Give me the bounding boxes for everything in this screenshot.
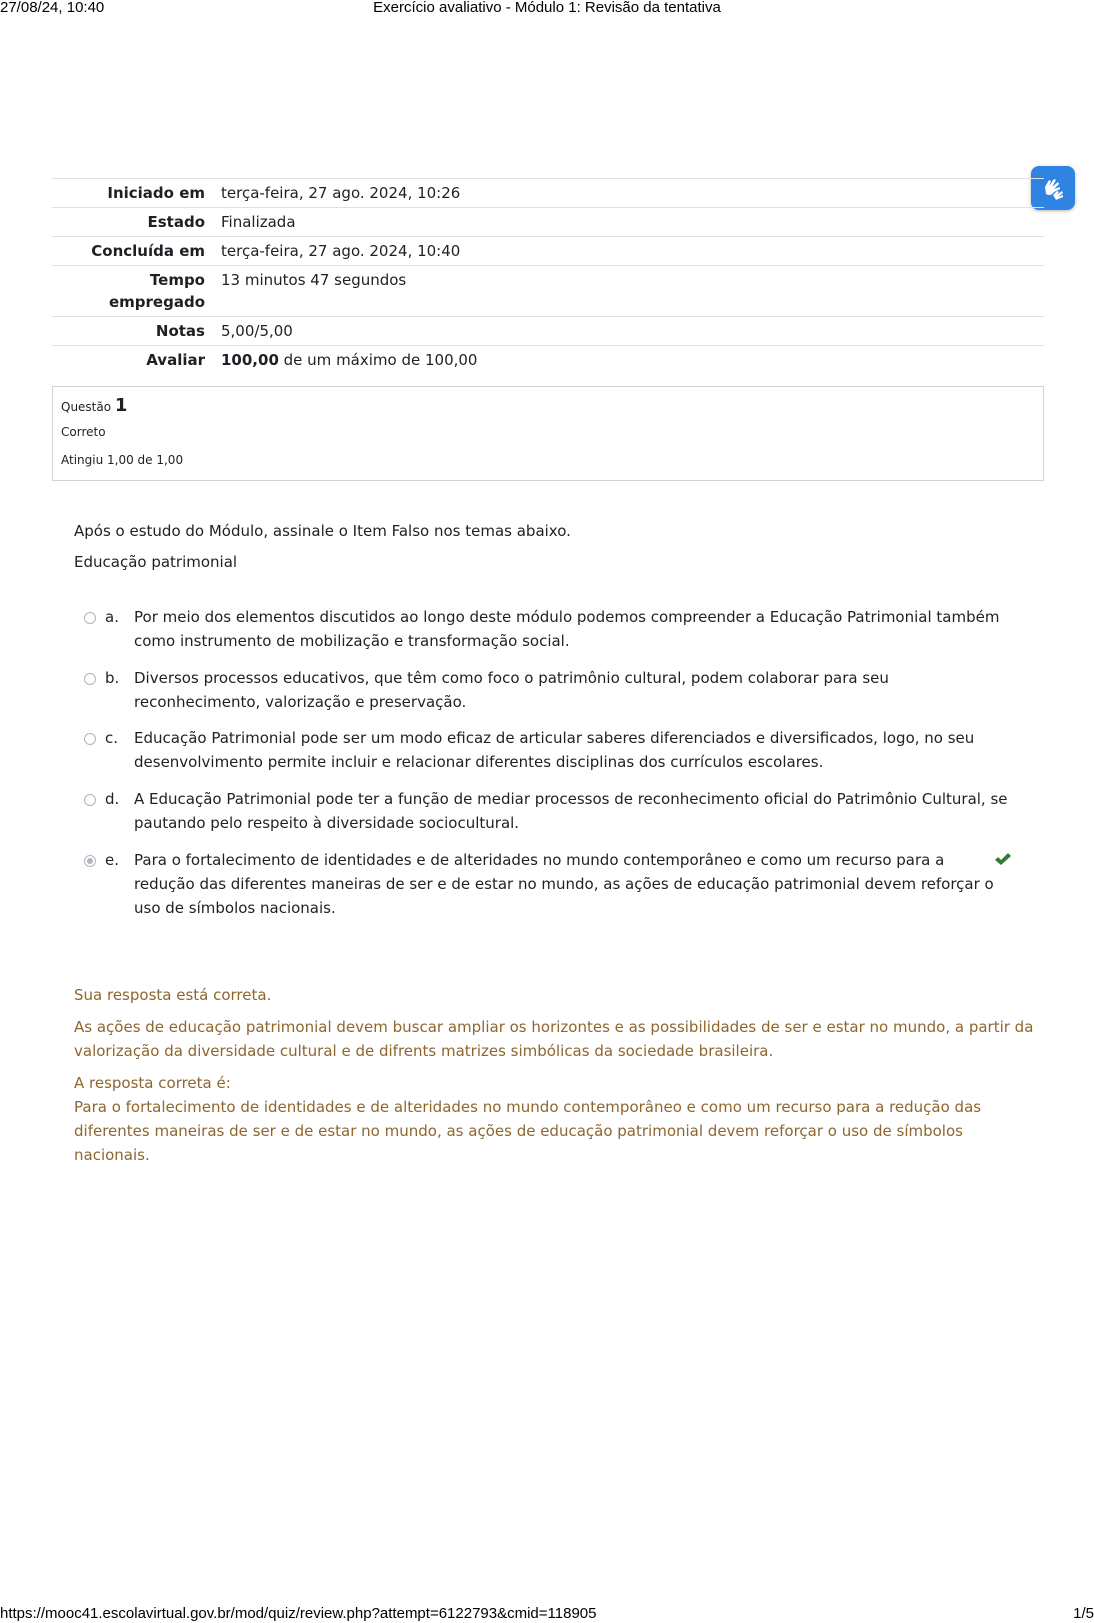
- print-url: https://mooc41.escolavirtual.gov.br/mod/quiz/review.php?attempt=6122793&cmid=118905: [0, 1605, 597, 1622]
- summary-row-started: [52, 179, 1044, 208]
- right-answer-label: A resposta correta é:: [74, 1074, 231, 1092]
- summary-row-time-taken: [52, 266, 1044, 317]
- print-header: [0, 0, 1094, 16]
- question-number-value: 1: [114, 395, 128, 416]
- question-prefix: Questão: [61, 400, 112, 414]
- question-number: [61, 395, 127, 416]
- summary-value: Finalizada: [221, 213, 296, 231]
- question-info-box: [52, 386, 1044, 481]
- print-date: 27/08/24, 10:40: [0, 0, 105, 16]
- option-letter: e.: [105, 851, 119, 869]
- question-grade: Atingiu 1,00 de 1,00: [61, 453, 184, 467]
- right-answer-text: Para o fortalecimento de identidades e de alteridades no mundo contemporâneo e como um recurso para a redução das diferentes maneiras de ser e de estar no mundo, as ações de educação patrimonial devem reforçar o uso de símbolos nacionais.: [74, 1098, 982, 1164]
- summary-value: [221, 346, 1044, 375]
- option-text: Educação Patrimonial pode ser um modo eficaz de articular saberes diferenciados e diversificados, logo, no seu desenvolvimento permite incluir e relacionar diferentes disciplinas dos currículos escolares.: [134, 729, 975, 771]
- attempt-summary-table: [52, 178, 1044, 374]
- feedback-status: Sua resposta está correta.: [74, 986, 272, 1004]
- option-text: Diversos processos educativos, que têm como foco o patrimônio cultural, podem colaborar para seu reconhecimento, valorização e preservação.: [134, 669, 889, 711]
- summary-row-state: [52, 208, 1044, 237]
- question-state: Correto: [61, 425, 106, 439]
- question-prompt: Após o estudo do Módulo, assinale o Item Falso nos temas abaixo.: [74, 522, 571, 540]
- summary-label: Avaliar: [146, 351, 205, 369]
- radio-button[interactable]: [84, 673, 96, 685]
- summary-row-marks: [52, 317, 1044, 346]
- grade-value: 100,00: [221, 351, 279, 369]
- summary-row-grade: [52, 346, 1044, 375]
- option-letter: c.: [105, 729, 119, 747]
- question-topic: Educação patrimonial: [74, 553, 238, 571]
- radio-button[interactable]: [84, 733, 96, 745]
- summary-value: terça-feira, 27 ago. 2024, 10:40: [221, 242, 461, 260]
- grade-max: de um máximo de 100,00: [278, 351, 478, 369]
- summary-label: Tempo empregado: [108, 271, 205, 311]
- option-letter: a.: [105, 608, 119, 626]
- print-footer: [0, 1605, 1094, 1623]
- option-text: A Educação Patrimonial pode ter a função de mediar processos de reconhecimento oficial do Patrimônio Cultural, se pautando pelo respeito à diversidade sociocultural.: [134, 790, 1008, 832]
- summary-value: 13 minutos 47 segundos: [221, 271, 407, 289]
- option-letter: d.: [105, 790, 120, 808]
- check-icon: [994, 850, 1012, 874]
- summary-label: Iniciado em: [107, 184, 205, 202]
- summary-value: terça-feira, 27 ago. 2024, 10:26: [221, 184, 461, 202]
- option-letter: b.: [105, 669, 120, 687]
- option-text: Por meio dos elementos discutidos ao longo deste módulo podemos compreender a Educação Patrimonial também como instrumento de mobilização e transformação social.: [134, 608, 1000, 650]
- summary-value: 5,00/5,00: [221, 322, 293, 340]
- summary-label: Notas: [155, 322, 205, 340]
- radio-button[interactable]: [84, 794, 96, 806]
- option-text: Para o fortalecimento de identidades e de alteridades no mundo contemporâneo e como um recurso para a redução das diferentes maneiras de ser e de estar no mundo, as ações de educação patrimonial devem reforçar o uso de símbolos nacionais.: [134, 851, 994, 917]
- print-page-title: Exercício avaliativo - Módulo 1: Revisão da tentativa: [373, 0, 721, 16]
- summary-label: Estado: [147, 213, 205, 231]
- print-page-number: 1/5: [1073, 1605, 1094, 1622]
- summary-label: Concluída em: [91, 242, 205, 260]
- radio-button-selected[interactable]: [84, 855, 96, 867]
- radio-button[interactable]: [84, 612, 96, 624]
- summary-row-completed: [52, 237, 1044, 266]
- feedback-explanation: As ações de educação patrimonial devem buscar ampliar os horizontes e as possibilidades de ser e estar no mundo, a partir da valorização da diversidade cultural e de difrents matrizes simbólicas da sociedade brasileira.: [74, 1018, 1034, 1060]
